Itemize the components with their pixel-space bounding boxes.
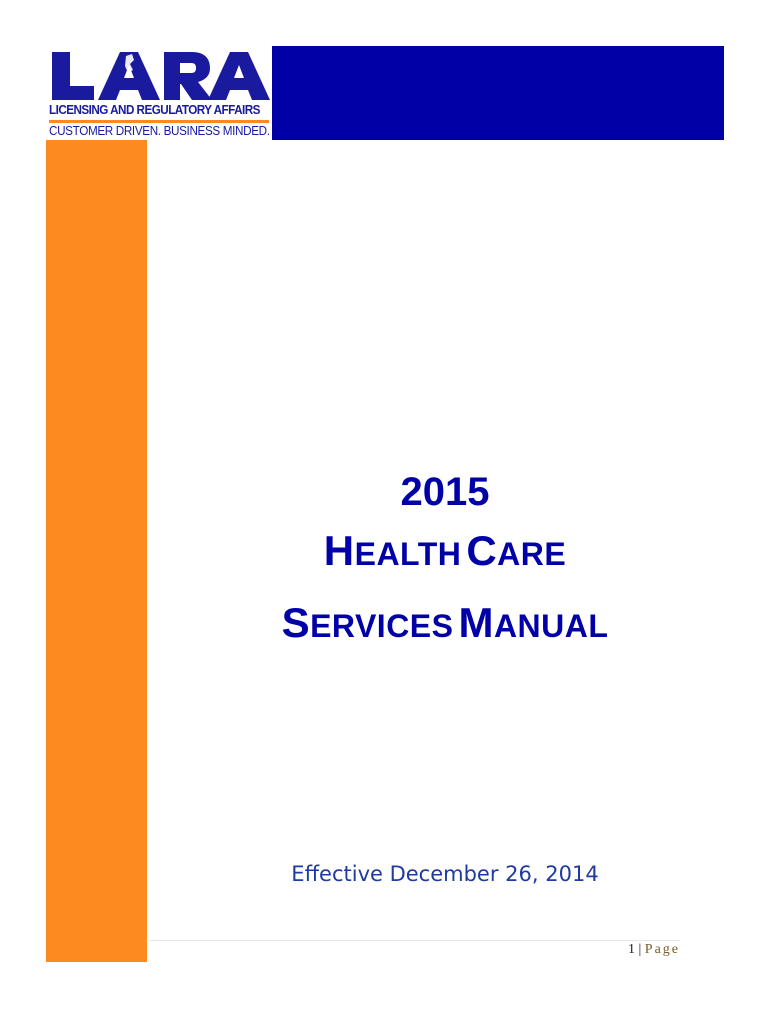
title-cap-s: S [281,599,311,646]
blue-header-band [272,46,724,140]
title-word-manual: ANUAL [493,608,609,644]
title-word-services: ERVICES [310,608,454,644]
page-footer [520,942,680,958]
title-cap-m: M [458,599,494,646]
logo-tagline-top: LICENSING AND REGULATORY AFFAIRS [49,102,260,117]
orange-sidebar-bar [46,140,147,962]
page-number: 1 [627,942,635,957]
title-word-health: EALTH [354,536,462,572]
logo-tagline-bottom: CUSTOMER DRIVEN. BUSINESS MINDED. [49,123,270,138]
title-line-1 [150,520,740,592]
page-word: Page [644,942,680,957]
footer-divider [150,940,680,941]
title-word-care: ARE [497,536,567,572]
title-year: 2015 [400,470,490,514]
page-separator: | [638,942,642,957]
effective-date: Effective December 26, 2014 [291,862,599,886]
lara-wordmark-graphic [46,46,272,102]
lara-logo [46,46,272,140]
title-cap-h: H [323,527,355,574]
title-cap-c: C [466,527,498,574]
title-line-2 [150,592,740,664]
document-title [150,460,740,664]
